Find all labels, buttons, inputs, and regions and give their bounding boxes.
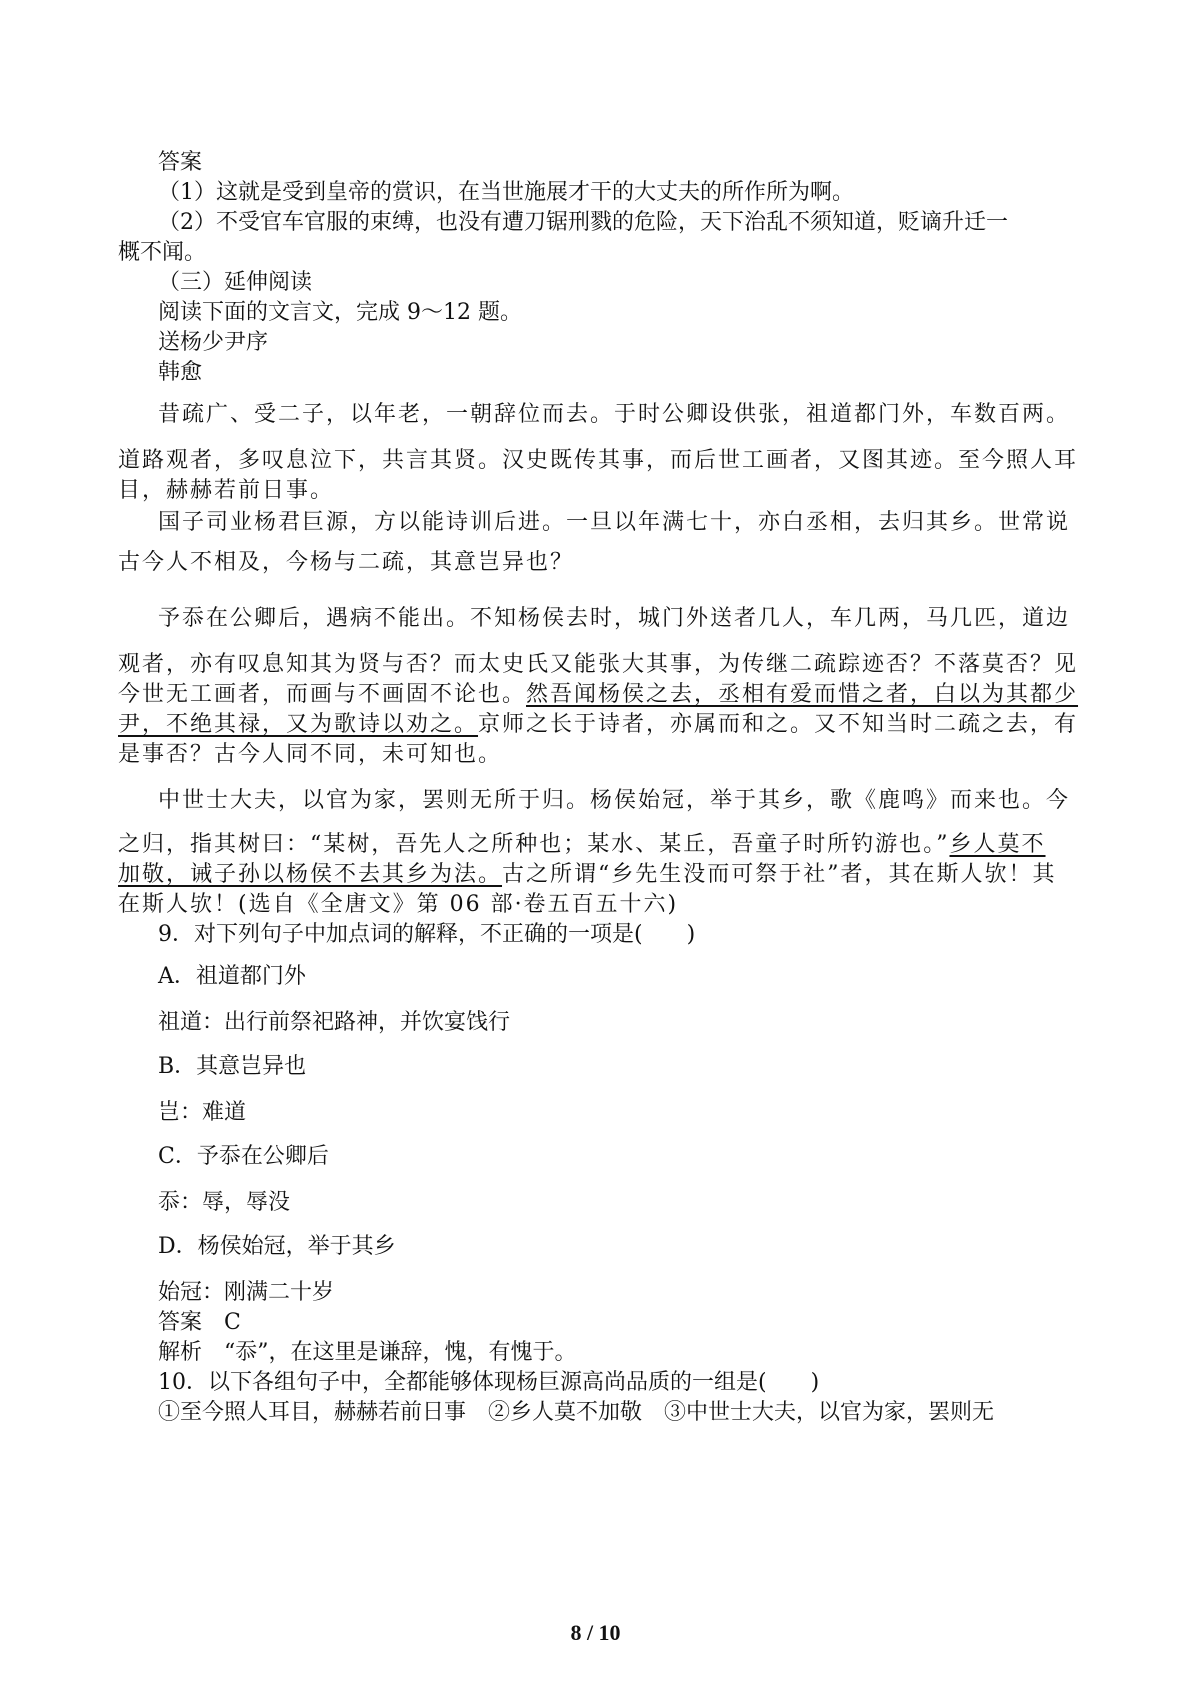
passage-p3-line-3-text: 今世无工画者，而画与不画固不论也。 <box>118 682 527 707</box>
passage-p3-line-4 <box>118 710 1078 740</box>
passage-p3-line-2: 观者，亦有叹息知其为贤与否？而太史氏又能张大其事，为传继二疏踪迹否？不落莫否？见 <box>118 652 1079 677</box>
passage-p1-line-1: 昔疏广、受二子，以年老，一朝辞位而去。于时公卿设供张，祖道都门外，车数百两。 <box>158 402 1071 427</box>
passage-p4-line-1: 中世士大夫，以官为家，罢则无所于归。杨侯始冠，举于其乡，歌《鹿鸣》而来也。今 <box>158 788 1071 813</box>
passage-p3-line-1: 予忝在公卿后，遇病不能出。不知杨侯去时，城门外送者几人，车几两，马几匹，道边 <box>158 606 1071 631</box>
passage-title: 送杨少尹序 <box>158 330 269 355</box>
passage-p4-line-2 <box>118 830 1046 860</box>
passage-p2-line-1: 国子司业杨君巨源，方以能诗训后进。一旦以年满七十，亦白丞相，去归其乡。世常说 <box>158 510 1071 535</box>
passage-p3-line-5: 是事否？古今人同不同，未可知也。 <box>118 742 503 767</box>
section-heading: （三）延伸阅读 <box>158 270 313 295</box>
section-instruction: 阅读下面的文言文，完成 9～12 题。 <box>158 300 522 325</box>
question-9-option-a: A．祖道都门外 <box>158 964 306 989</box>
question-9-option-a-explanation: 祖道：出行前祭祀路神，并饮宴饯行 <box>158 1010 511 1035</box>
passage-p3-underlined-b: 尹，不绝其禄，又为歌诗以劝之。 <box>118 712 479 737</box>
passage-p4-underlined-a: 乡人莫不 <box>949 832 1046 857</box>
page-number: 8 / 10 <box>570 1620 621 1645</box>
answer-label: 答案 <box>158 150 203 175</box>
question-9-option-b-explanation: 岂：难道 <box>158 1100 247 1125</box>
question-9-stem: 9．对下列句子中加点词的解释，不正确的一项是( ) <box>158 922 696 947</box>
passage-p4-underlined-b: 加敬，诫子孙以杨侯不去其乡为法。 <box>118 862 503 887</box>
question-9-option-d-explanation: 始冠：刚满二十岁 <box>158 1280 335 1305</box>
question-9-answer: 答案 C <box>158 1310 241 1335</box>
question-9-option-c-explanation: 忝：辱，辱没 <box>158 1190 291 1215</box>
passage-p4-line-2-text: 之归，指其树曰：“某树，吾先人之所种也；某水、某丘，吾童子时所钓游也。” <box>118 832 950 857</box>
question-10-stem: 10．以下各组句子中，全都能够体现杨巨源高尚品质的一组是( ) <box>158 1370 820 1395</box>
passage-p1-line-2: 道路观者，多叹息泣下，共言其贤。汉史既传其事，而后世工画者，又图其迹。至今照人耳 <box>118 448 1079 473</box>
question-9-analysis: 解析 “忝”，在这里是谦辞，愧，有愧于。 <box>158 1340 577 1365</box>
question-9-option-d: D．杨侯始冠，举于其乡 <box>158 1234 396 1259</box>
passage-p4-line-3-text: 古之所谓“乡先生没而可祭于社”者，其在斯人欤！其 <box>502 862 1057 887</box>
question-9-option-b: B．其意岂异也 <box>158 1054 307 1079</box>
passage-p2-line-2: 古今人不相及，今杨与二疏，其意岂异也？ <box>118 550 575 575</box>
question-9-option-c: C．予忝在公卿后 <box>158 1144 329 1169</box>
passage-p3-line-4-text: 京师之长于诗者，亦属而和之。又不知当时二疏之去，有 <box>478 712 1079 737</box>
answer-item-2-line-2: 概不闻。 <box>118 240 207 265</box>
passage-p4-line-3 <box>118 860 1057 890</box>
passage-p1-line-3: 目，赫赫若前日事。 <box>118 478 335 503</box>
answer-item-2-line-1: （2）不受官车官服的束缚，也没有遭刀锯刑戮的危险，天下治乱不须知道，贬谪升迁一 <box>158 210 1008 235</box>
passage-p3-line-3 <box>118 680 1078 710</box>
passage-p3-underlined-a: 然吾闻杨侯之去，丞相有爱而惜之者，白以为其都少 <box>526 682 1079 707</box>
answer-item-1: （1）这就是受到皇帝的赏识，在当世施展才干的大丈夫的所作所为啊。 <box>158 180 854 205</box>
question-10-options-line: ①至今照人耳目，赫赫若前日事 ②乡人莫不加敬 ③中世士大夫，以官为家，罢则无 <box>158 1400 995 1425</box>
passage-author: 韩愈 <box>158 360 203 385</box>
passage-p4-line-4: 在斯人欤！(选自《全唐文》第 06 部·卷五百五十六) <box>118 892 679 917</box>
